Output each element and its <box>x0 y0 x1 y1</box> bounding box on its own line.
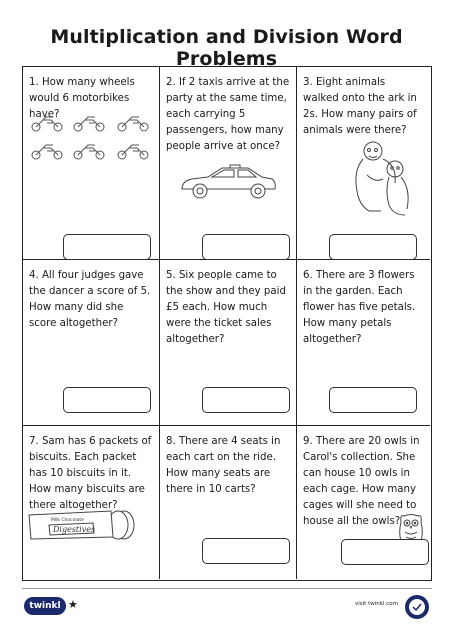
question-cell-4 <box>23 260 160 426</box>
answer-box-3[interactable] <box>329 234 417 260</box>
page-title: Multiplication and Division Word Problems <box>50 26 403 70</box>
answer-box-1[interactable] <box>63 234 151 260</box>
question-text-4: 4. All four judges gave the dancer a score of 5. How many did she score altogether? <box>29 270 151 329</box>
visit-link[interactable]: visit twinkl.com <box>355 601 398 607</box>
answer-box-4[interactable] <box>63 387 151 413</box>
motorbike-icon <box>31 113 157 169</box>
question-text-1: 1. How many wheels would 6 motorbikes have? <box>29 77 135 120</box>
question-cell-5 <box>160 260 297 426</box>
question-text-2: 2. If 2 taxis arrive at the party at the same time, each carrying 5 passengers, how many people arrive at once? <box>166 77 290 152</box>
question-cell-6 <box>297 260 430 426</box>
chimpanzee-pair-icon <box>345 139 417 219</box>
answer-box-2[interactable] <box>202 234 290 260</box>
question-text-3: 3. Eight animals walked onto the ark in 2s. How many pairs of animals were there? <box>303 77 417 136</box>
answer-box-6[interactable] <box>329 387 417 413</box>
question-text-8: 8. There are 4 seats in each cart on the ride. How many seats are there in 10 carts? <box>166 436 281 495</box>
badge-icon <box>404 594 430 620</box>
question-text-5: 5. Six people came to the show and they paid £5 each. How much were the ticket sales altogether? <box>166 270 286 345</box>
question-text-9: 9. There are 20 owls in Carol's collection. She can house 10 owls in each cage. How many cages will she need to house all the owls? <box>303 436 420 527</box>
footer-divider <box>22 588 432 589</box>
question-cell-3 <box>297 67 430 260</box>
twinkl-logo: twinkl <box>24 597 66 615</box>
question-grid <box>22 66 432 581</box>
question-cell-1 <box>23 67 160 260</box>
biscuit-label-brand: Digestives <box>53 525 96 534</box>
biscuit-packet-icon <box>27 507 147 543</box>
answer-box-9[interactable] <box>341 539 429 565</box>
question-cell-2 <box>160 67 297 260</box>
answer-box-8[interactable] <box>202 538 290 564</box>
answer-box-5[interactable] <box>202 387 290 413</box>
question-text-7: 7. Sam has 6 packets of biscuits. Each packet has 10 biscuits in it. How many biscuits are there altogether? <box>29 436 152 511</box>
question-cell-8 <box>160 426 297 579</box>
question-text-6: 6. There are 3 flowers in the garden. Each flower has five petals. How many petals altogether? <box>303 270 416 345</box>
star-icon: ★ <box>68 598 78 611</box>
taxi-icon <box>178 163 278 203</box>
question-cell-9 <box>297 426 430 579</box>
biscuit-label-top: Milk Chocolate <box>51 518 84 523</box>
question-cell-7 <box>23 426 160 579</box>
